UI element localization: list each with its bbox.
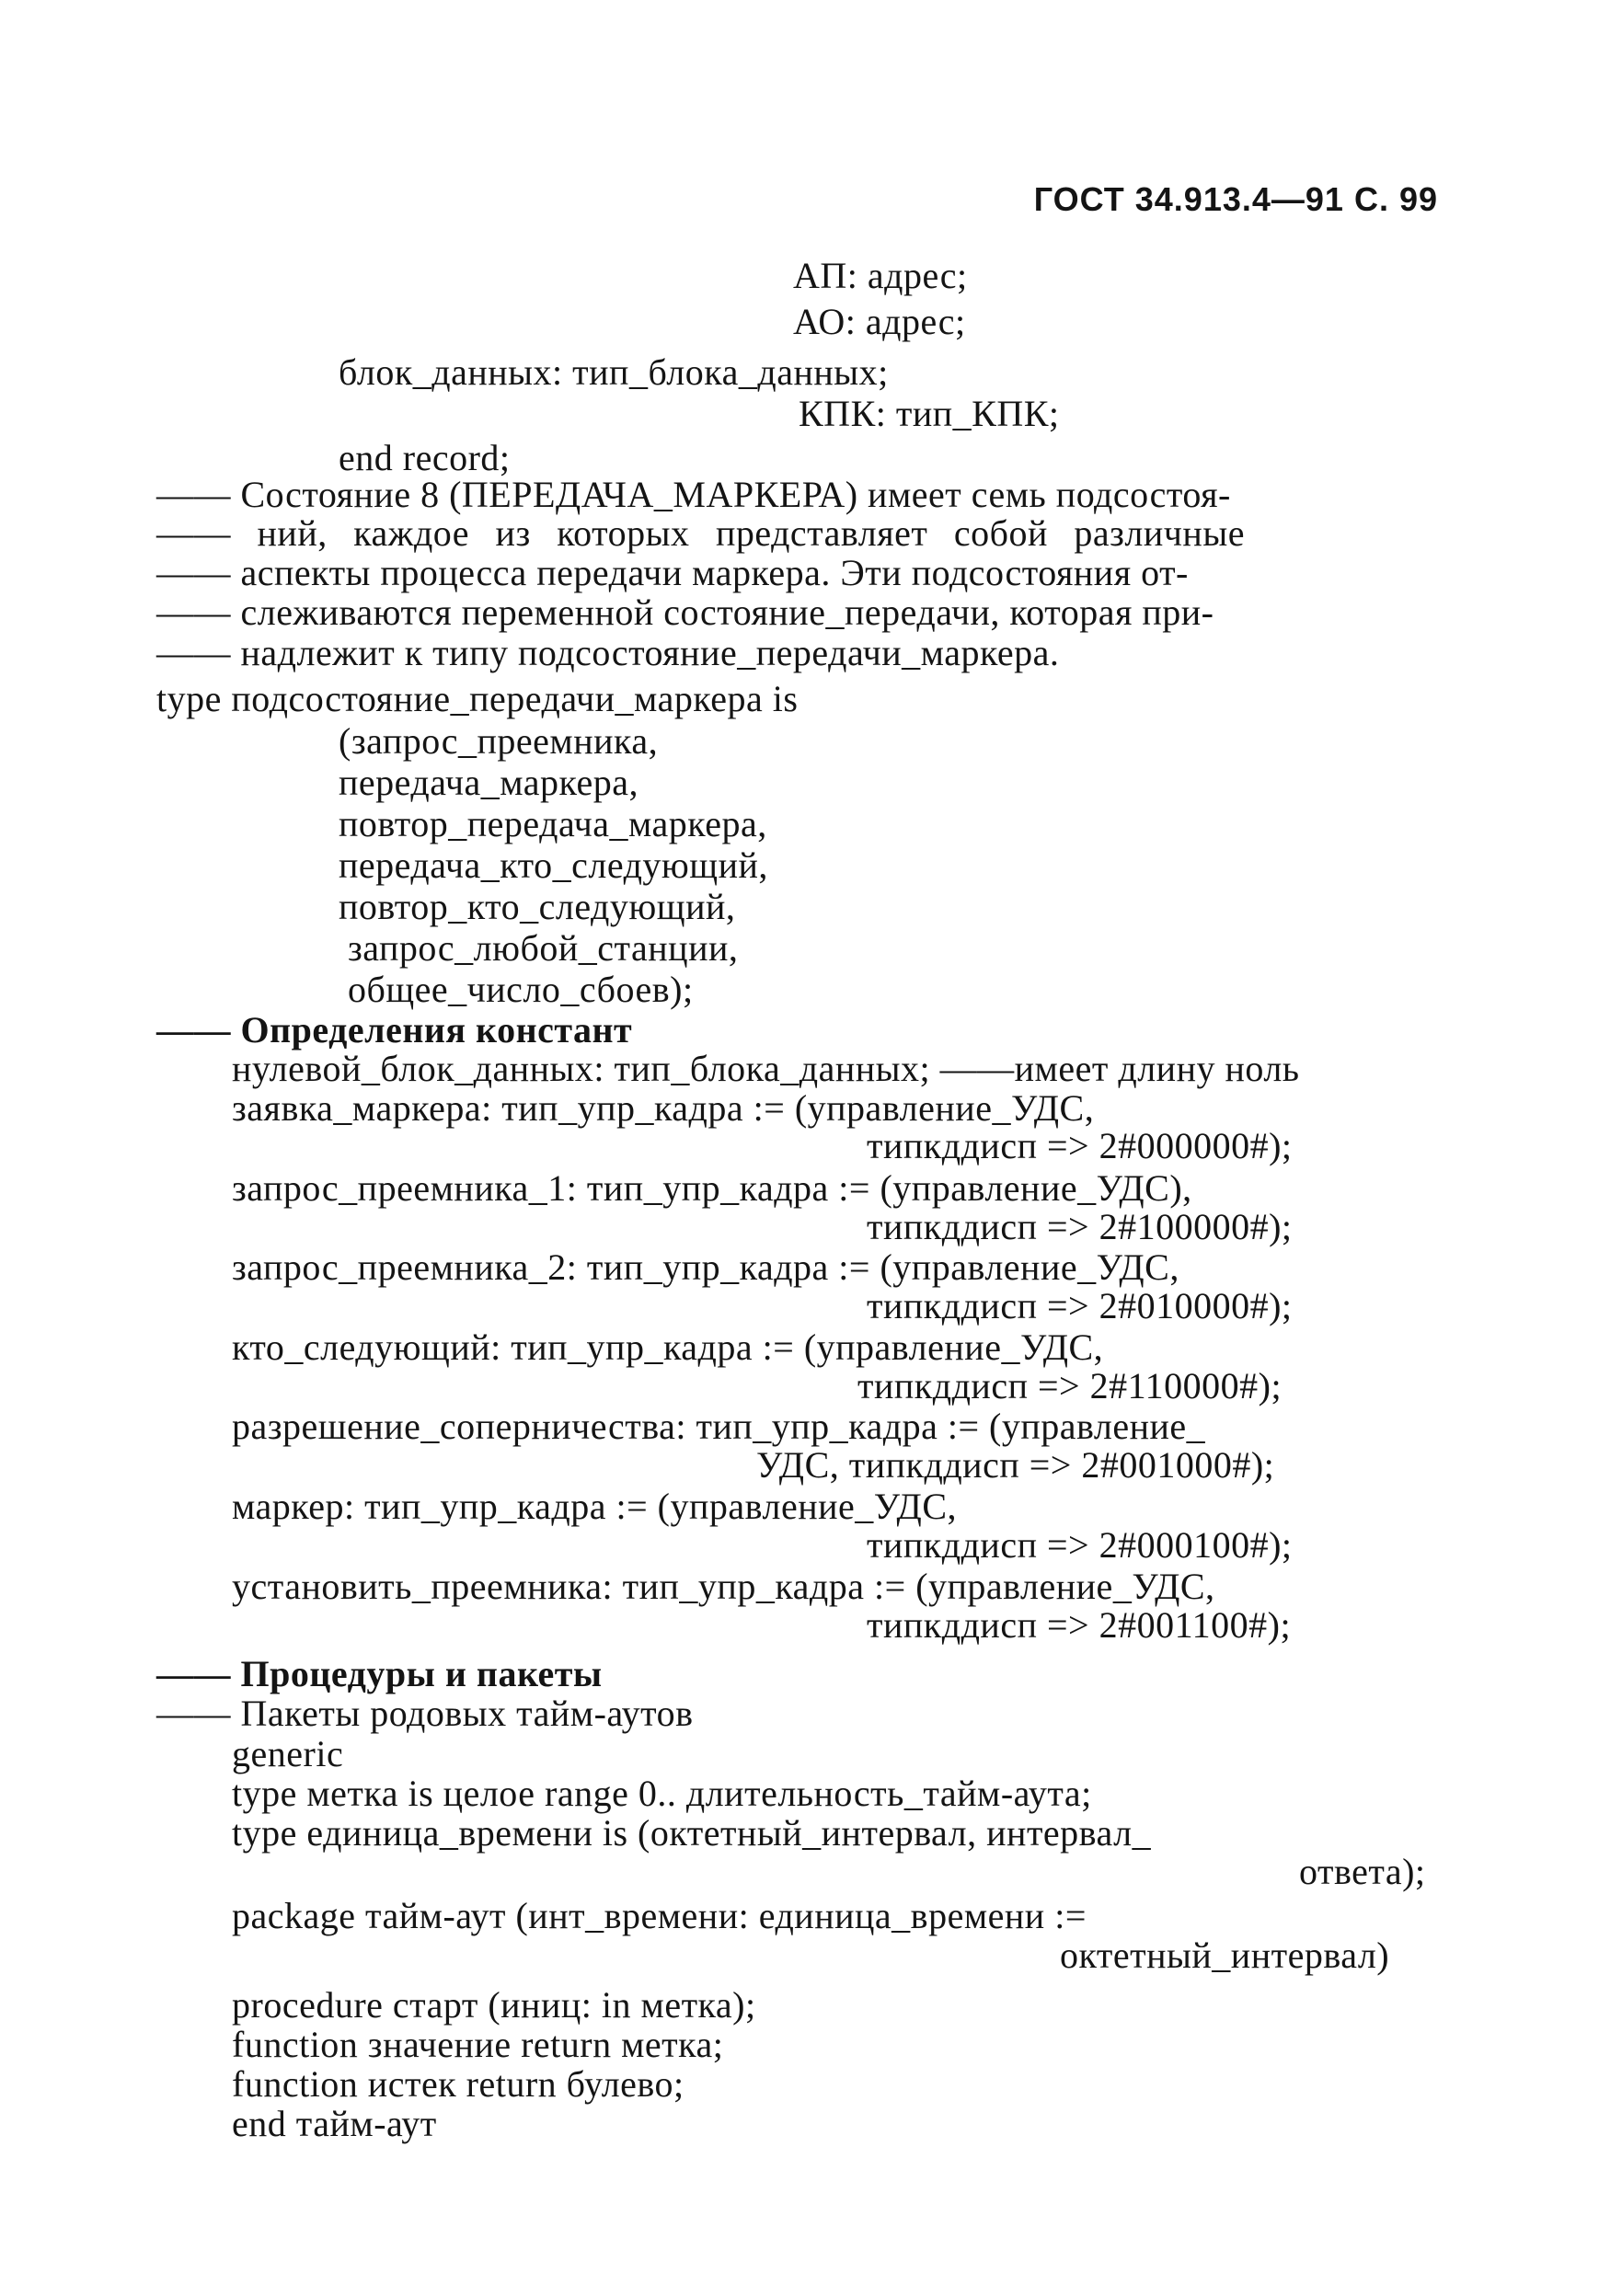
code-continuation: октетный_интервал) (1060, 1934, 1390, 1976)
text-line: блок_данных: тип_блока_данных; (339, 351, 889, 393)
constant-continuation: типкддисп => 2#100000#); (867, 1206, 1293, 1247)
constant-continuation: УДС, типкддисп => 2#001000#); (756, 1444, 1275, 1486)
constant-line: заявка_маркера: тип_упр_кадра := (управление_УДС, (232, 1087, 1095, 1129)
comment-line: —— надлежит к типу подсостояние_передачи_маркера. (156, 632, 1060, 673)
text-line: КПК: тип_КПК; (799, 393, 1060, 434)
text-line: АО: адрес; (793, 301, 966, 342)
code-line: generic (232, 1733, 344, 1774)
enum-value: передача_кто_следующий, (339, 844, 768, 886)
enum-value: (запрос_преемника, (339, 720, 659, 762)
section-heading-constants: —— Определения констант (156, 1009, 633, 1050)
comment-line: —— Состояние 8 (ПЕРЕДАЧА_МАРКЕРА) имеет семь подсостоя- (156, 474, 1231, 515)
comment-line: —— аспекты процесса передачи маркера. Эти подсостояния от- (156, 552, 1189, 593)
enum-value: повтор_кто_следующий, (339, 886, 736, 927)
constant-continuation: типкддисп => 2#010000#); (867, 1285, 1293, 1326)
enum-value: запрос_любой_станции, (348, 927, 739, 969)
text-line: АП: адрес; (793, 255, 968, 296)
code-line: type метка is целое range 0.. длительность_тайм-аута; (232, 1773, 1092, 1814)
enum-value: общее_число_сбоев); (348, 969, 694, 1010)
constant-line: разрешение_соперничества: тип_упр_кадра := (управление_ (232, 1406, 1206, 1447)
type-declaration: type подсостояние_передачи_маркера is (156, 678, 799, 719)
page-header (1034, 180, 1438, 219)
code-line: function истек return булево; (232, 2063, 684, 2105)
page-number: С. 99 (1353, 180, 1438, 218)
code-line: function значение return метка; (232, 2024, 724, 2065)
constant-line: запрос_преемника_2: тип_упр_кадра := (управление_УДС, (232, 1246, 1179, 1288)
constant-continuation: типкддисп => 2#000000#); (867, 1125, 1293, 1166)
constant-line: нулевой_блок_данных: тип_блока_данных; ——имеет длину ноль (232, 1048, 1300, 1089)
code-line: package тайм-аут (инт_времени: единица_времени := (232, 1895, 1087, 1936)
enum-value: передача_маркера, (339, 762, 638, 803)
section-heading-procedures: —— Процедуры и пакеты (156, 1653, 603, 1694)
comment-line: —— слеживаются переменной состояние_передачи, которая при- (156, 591, 1214, 633)
text-line: end record; (339, 437, 511, 478)
code-continuation: ответа); (1299, 1851, 1426, 1892)
standard-number: ГОСТ 34.913.4—91 (1033, 180, 1344, 218)
code-line: end тайм-аут (232, 2103, 437, 2144)
enum-value: повтор_передача_маркера, (339, 803, 767, 844)
constant-line: маркер: тип_упр_кадра := (управление_УДС, (232, 1486, 958, 1527)
constant-continuation: типкддисп => 2#000100#); (867, 1524, 1293, 1566)
comment-line: —— Пакеты родовых тайм-аутов (156, 1693, 694, 1734)
code-line: procedure старт (иниц: in метка); (232, 1984, 756, 2026)
constant-line: кто_следующий: тип_упр_кадра := (управление_УДС, (232, 1326, 1104, 1368)
constant-continuation: типкддисп => 2#110000#); (857, 1365, 1283, 1406)
constant-line: установить_преемника: тип_упр_кадра := (управление_УДС, (232, 1566, 1215, 1607)
constant-continuation: типкддисп => 2#001100#); (867, 1604, 1292, 1646)
code-line: type единица_времени is (октетный_интервал, интервал_ (232, 1812, 1152, 1854)
comment-line: —— ний, каждое из которых представляет собой различные (156, 512, 1245, 554)
constant-line: запрос_преемника_1: тип_упр_кадра := (управление_УДС), (232, 1167, 1192, 1209)
